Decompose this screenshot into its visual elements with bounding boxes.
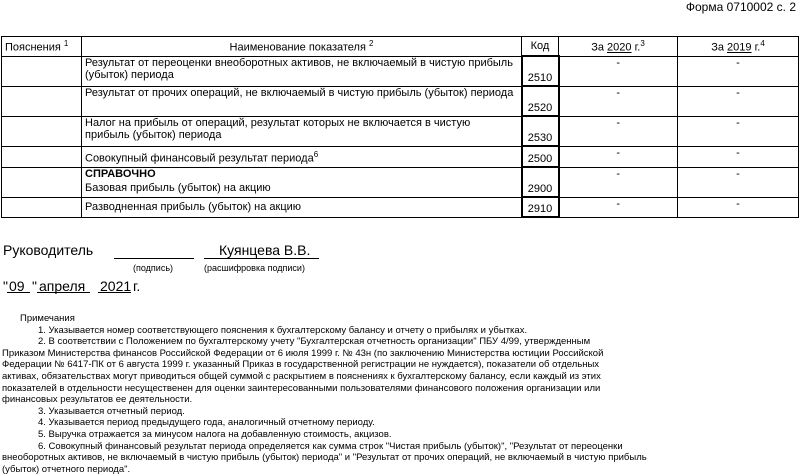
- signature-line: [114, 258, 194, 259]
- signature-caption: (подпись): [133, 263, 174, 273]
- signer-role: Руководитель: [3, 242, 94, 258]
- row-previous: -: [678, 197, 799, 217]
- row-current: -: [559, 197, 678, 217]
- signer-name: Куянцева В.В.: [219, 242, 311, 258]
- note-2: 2. В соответствии с Положением по бухгалтерскому учету "Бухгалтерская отчетность организации" ПБУ 4/99, утвержденным: [38, 336, 591, 348]
- table-header-row: [2, 37, 799, 57]
- row-name: Разводненная прибыль (убыток) на акцию: [82, 197, 522, 217]
- notes-cell: [2, 167, 82, 197]
- row-code: 2900: [522, 167, 559, 197]
- date-day: 09: [9, 278, 25, 294]
- date-quote-close: ": [32, 278, 37, 294]
- row-current: -: [559, 167, 678, 197]
- reference-heading: СПРАВОЧНО: [85, 167, 156, 180]
- table-row: [2, 56, 799, 86]
- row-code: 2520: [522, 86, 559, 116]
- date-quote-open: ": [3, 278, 8, 294]
- table-row: [2, 146, 799, 167]
- header-code: Код: [522, 37, 559, 57]
- notes-cell: [2, 86, 82, 116]
- note-2-cont: финансовых результатов ее деятельности.: [2, 394, 193, 406]
- note-2-cont: Приказом Министерства финансов Российской Федерации от 6 июля 1999 г. № 43н (по заключению Министерства юстиции Российской: [2, 347, 604, 359]
- header-previous-period: За 2019 г.$^4$: [678, 37, 799, 57]
- note-2-cont: Федерации № 6417-ПК от 6 августа 1999 г. указанный Приказ в государственной регистрации не нуждается), показатели об отдельных: [2, 359, 600, 371]
- header-name: Наименование показателя $^2$: [82, 37, 522, 57]
- header-notes: Пояснения $^1$: [2, 37, 82, 57]
- date-month: апреля: [39, 278, 86, 294]
- note-4: 4. Указывается период предыдущего года, аналогичный отчетному периоду.: [38, 417, 375, 429]
- decode-line: [204, 258, 319, 259]
- table-row: [2, 167, 799, 197]
- row-previous: -: [678, 146, 799, 167]
- notes-cell: [2, 116, 82, 146]
- note-2-cont: показателей в отдельности несущественен для оценки заинтересованными пользователями финансового положения организации или: [2, 382, 601, 394]
- report-table: [1, 36, 799, 218]
- row-previous: -: [678, 86, 799, 116]
- row-name: Налог на прибыль от операций, результат которых не включается в чистую прибыль (убыток) периода: [82, 116, 522, 146]
- row-previous: -: [678, 116, 799, 146]
- note-1: 1. Указывается номер соответствующего пояснения к бухгалтерскому балансу и отчету о прибылях и убытках.: [38, 324, 528, 336]
- notes-cell: [2, 197, 82, 217]
- row-name: Результат от переоценки внеоборотных активов, не включаемый в чистую прибыль (убыток) периода: [82, 56, 522, 86]
- row-code: 2510: [522, 56, 559, 86]
- notes-title: Примечания: [20, 313, 75, 324]
- row-code: 2910: [522, 197, 559, 217]
- table-row: [2, 86, 799, 116]
- date-year: 2021: [100, 278, 132, 294]
- row-name: Результат от прочих операций, не включаемый в чистую прибыль (убыток) периода: [82, 86, 522, 116]
- header-current-period: За 2020 г.$^3$: [559, 37, 678, 57]
- row-code: 2530: [522, 116, 559, 146]
- decode-caption: (расшифровка подписи): [204, 263, 305, 273]
- table-row: [2, 116, 799, 146]
- notes-cell: [2, 146, 82, 167]
- date-year-suffix: г.: [133, 278, 141, 294]
- note-6-cont: (убыток) отчетного периода".: [2, 463, 131, 475]
- row-previous: -: [678, 56, 799, 86]
- table-row: [2, 197, 799, 217]
- row-current: -: [559, 116, 678, 146]
- note-6: 6. Совокупный финансовый результат периода определяется как сумма строк "Чистая прибыль (убыток)", "Результат от переоценки: [38, 440, 623, 452]
- row-name: СПРАВОЧНО Базовая прибыль (убыток) на акцию: [82, 167, 522, 197]
- note-5: 5. Выручка отражается за минусом налога на добавленную стоимость, акцизов.: [38, 428, 392, 440]
- note-2-cont: активах, обязательствах могут приводиться общей суммой с раскрытием в пояснениях к бухгалтерскому балансу, если каждый из этих: [2, 370, 601, 382]
- row-current: -: [559, 56, 678, 86]
- row-code: 2500: [522, 146, 559, 167]
- notes-cell: [2, 56, 82, 86]
- note-6-cont: внеоборотных активов, не включаемый в чистую прибыль (убыток) периода" и "Результат от прочих операций, не включаемый в чистую прибыль: [2, 452, 647, 464]
- row-current: -: [559, 86, 678, 116]
- row-name: Совокупный финансовый результат периода$^6$: [82, 146, 522, 167]
- row-current: -: [559, 146, 678, 167]
- form-id: Форма 0710002 с. 2: [685, 0, 796, 14]
- notes-section: [2, 313, 792, 475]
- row-previous: -: [678, 167, 799, 197]
- note-3: 3. Указывается отчетный период.: [38, 405, 185, 417]
